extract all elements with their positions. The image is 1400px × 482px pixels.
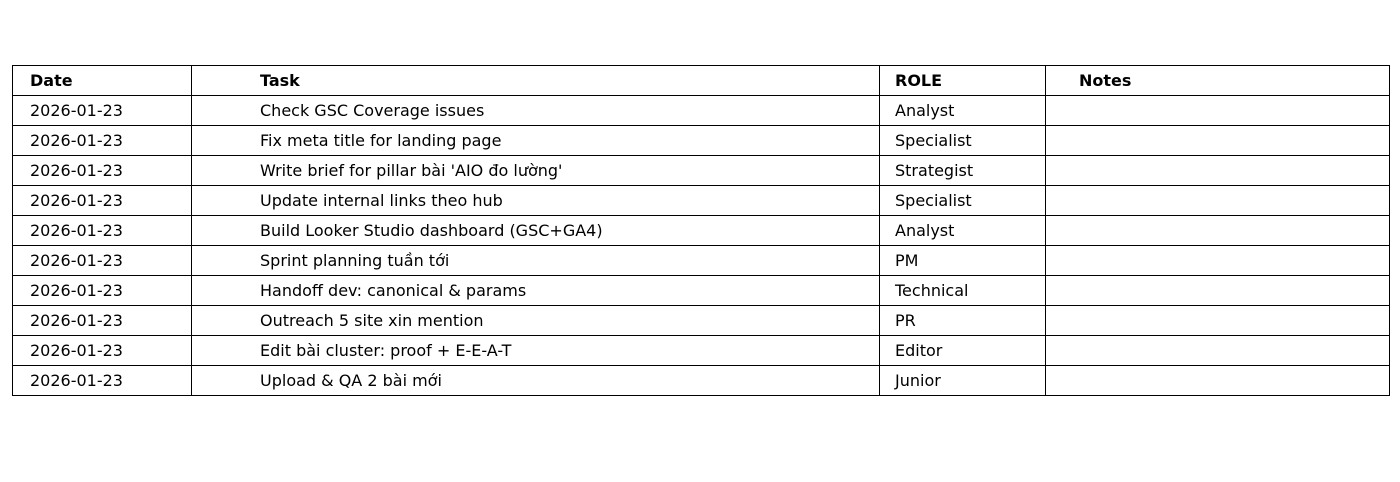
table-row [13, 306, 1390, 336]
table-row [13, 156, 1390, 186]
cell-task: Write brief for pillar bài 'AIO đo lường' [192, 156, 880, 186]
cell-date: 2026-01-23 [13, 306, 192, 336]
cell-date: 2026-01-23 [13, 276, 192, 306]
table-header-row [13, 66, 1390, 96]
cell-task: Handoff dev: canonical & params [192, 276, 880, 306]
cell-task: Build Looker Studio dashboard (GSC+GA4) [192, 216, 880, 246]
cell-task: Check GSC Coverage issues [192, 96, 880, 126]
cell-date: 2026-01-23 [13, 126, 192, 156]
cell-role: PR [880, 306, 1046, 336]
cell-notes [1046, 186, 1390, 216]
cell-role: Technical [880, 276, 1046, 306]
cell-role: Strategist [880, 156, 1046, 186]
cell-notes [1046, 366, 1390, 396]
cell-notes [1046, 216, 1390, 246]
cell-role: Analyst [880, 96, 1046, 126]
cell-date: 2026-01-23 [13, 216, 192, 246]
cell-task: Sprint planning tuần tới [192, 246, 880, 276]
cell-notes [1046, 96, 1390, 126]
cell-task: Update internal links theo hub [192, 186, 880, 216]
cell-date: 2026-01-23 [13, 246, 192, 276]
table-row [13, 216, 1390, 246]
cell-task: Outreach 5 site xin mention [192, 306, 880, 336]
cell-notes [1046, 276, 1390, 306]
cell-notes [1046, 126, 1390, 156]
cell-date: 2026-01-23 [13, 186, 192, 216]
cell-role: Analyst [880, 216, 1046, 246]
cell-role: PM [880, 246, 1046, 276]
header-role: ROLE [880, 66, 1046, 96]
table-row [13, 276, 1390, 306]
cell-task: Edit bài cluster: proof + E-E-A-T [192, 336, 880, 366]
cell-task: Upload & QA 2 bài mới [192, 366, 880, 396]
table-row [13, 126, 1390, 156]
cell-role: Editor [880, 336, 1046, 366]
table-row [13, 96, 1390, 126]
table-row [13, 366, 1390, 396]
cell-date: 2026-01-23 [13, 366, 192, 396]
table-row [13, 246, 1390, 276]
header-date: Date [13, 66, 192, 96]
table-row [13, 336, 1390, 366]
cell-notes [1046, 336, 1390, 366]
table-row [13, 186, 1390, 216]
header-notes: Notes [1046, 66, 1390, 96]
cell-role: Junior [880, 366, 1046, 396]
cell-role: Specialist [880, 186, 1046, 216]
cell-date: 2026-01-23 [13, 96, 192, 126]
cell-notes [1046, 306, 1390, 336]
cell-date: 2026-01-23 [13, 156, 192, 186]
cell-role: Specialist [880, 126, 1046, 156]
task-table [12, 65, 1390, 396]
header-task: Task [192, 66, 880, 96]
cell-date: 2026-01-23 [13, 336, 192, 366]
cell-notes [1046, 156, 1390, 186]
cell-task: Fix meta title for landing page [192, 126, 880, 156]
cell-notes [1046, 246, 1390, 276]
